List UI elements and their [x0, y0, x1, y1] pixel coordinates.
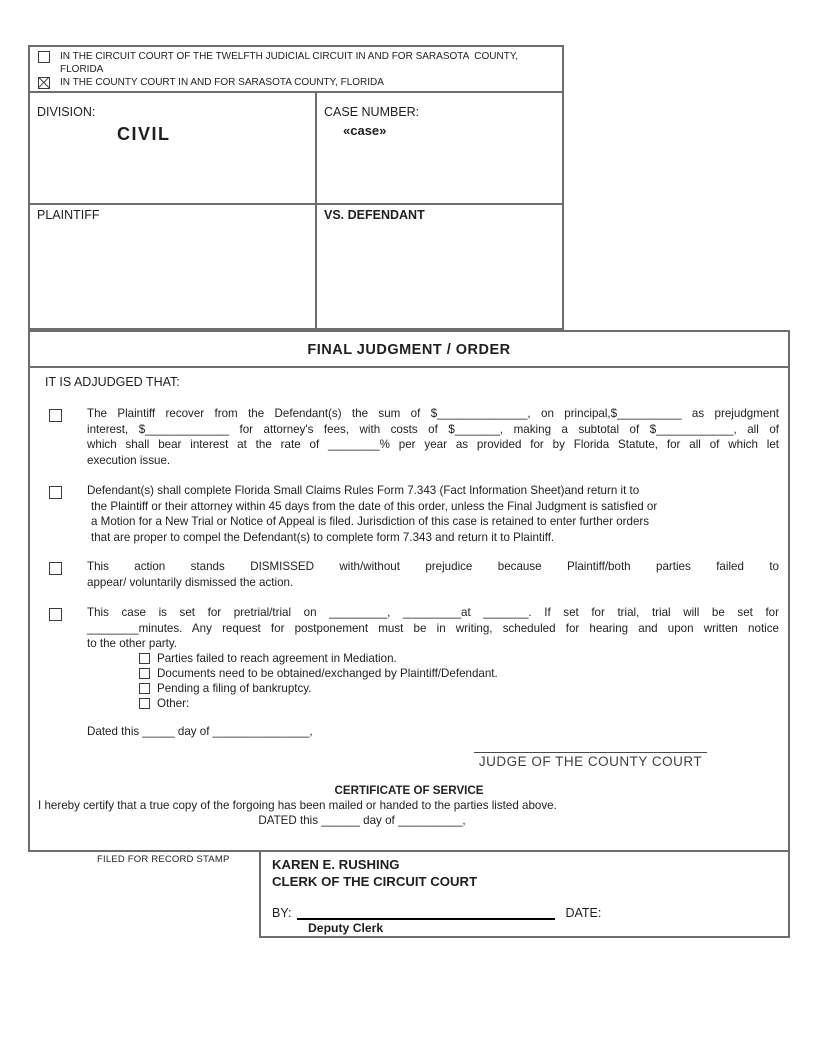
deputy-clerk-label: Deputy Clerk	[308, 921, 384, 935]
body-bottom-border	[28, 850, 261, 852]
defendant-label: VS. DEFENDANT	[324, 208, 425, 222]
recovery-line-4: execution issue.	[87, 453, 171, 467]
reason-bankruptcy	[139, 681, 498, 696]
judgment-body-box	[28, 368, 790, 852]
fact-sheet-line-4: that are proper to compel the Defendant(s) to complete form 7.343 and return it to Plaintiff.	[91, 530, 555, 544]
date-label: DATE:	[565, 906, 602, 920]
by-label: BY:	[272, 906, 292, 920]
pretrial-line-3: to the other party.	[87, 637, 178, 650]
fact-sheet-line-1: Defendant(s) shall complete Florida Small Claims Rules Form 7.343 (Fact Information Sheet)and return it to	[87, 484, 640, 497]
recovery-clause-checkbox[interactable]	[49, 409, 62, 422]
case-caption-table	[28, 45, 564, 330]
fact-sheet-line-3: a Motion for a New Trial or Notice of Appeal is filed. Jurisdiction of this case is retained to enter further orders	[91, 515, 650, 528]
court-selection-box	[28, 45, 564, 93]
certificate-title: CERTIFICATE OF SERVICE	[334, 784, 484, 797]
pretrial-line-2: ________minutes. Any request for postponement must be in writing, scheduled for hearing and upon written notice	[87, 621, 779, 635]
deputy-clerk-signature-line	[297, 905, 555, 920]
reason-documents-label: Documents need to be obtained/exchanged by Plaintiff/Defendant.	[157, 667, 498, 680]
county-court-label: IN THE COUNTY COURT IN AND FOR SARASOTA COUNTY, FLORIDA	[60, 77, 384, 88]
certificate-dated-line: DATED this ______ day of __________,	[258, 814, 466, 827]
reason-mediation	[139, 651, 498, 666]
filed-for-record-stamp-label: FILED FOR RECORD STAMP	[97, 854, 230, 865]
parties-row	[28, 205, 564, 330]
division-cell	[30, 93, 317, 203]
reason-documents	[139, 666, 498, 681]
division-label: DIVISION:	[37, 105, 96, 119]
reason-mediation-checkbox[interactable]	[139, 653, 150, 664]
reason-bankruptcy-label: Pending a filing of bankruptcy.	[157, 682, 312, 695]
dismissed-clause-text	[87, 559, 779, 590]
clerk-box	[259, 850, 790, 938]
reason-other-label: Other:	[157, 697, 190, 710]
recovery-line-2: interest, $_____________ for attorney's fees, with costs of $_______, making a subtotal of $____________, all of	[87, 422, 779, 436]
recovery-clause-text	[87, 406, 779, 468]
circuit-court-label-line2: FLORIDA	[60, 64, 104, 75]
case-number-cell	[317, 93, 562, 203]
certificate-body: I hereby certify that a true copy of the forgoing has been mailed or handed to the parties listed above.	[38, 799, 557, 812]
plaintiff-label: PLAINTIFF	[37, 208, 100, 222]
clerk-title: CLERK OF THE CIRCUIT COURT	[272, 874, 478, 889]
adjudged-heading: IT IS ADJUDGED THAT:	[45, 375, 180, 389]
fact-sheet-line-2: the Plaintiff or their attorney within 45 days from the date of this order, unless the Final Judgment is satisfied or	[91, 499, 658, 513]
dismissed-clause-checkbox[interactable]	[49, 562, 62, 575]
reason-documents-checkbox[interactable]	[139, 668, 150, 679]
fact-sheet-clause-checkbox[interactable]	[49, 486, 62, 499]
division-value: CIVIL	[117, 124, 171, 144]
case-number-value: «case»	[343, 123, 387, 138]
recovery-line-1: The Plaintiff recover from the Defendant(s) the sum of $______________, on principal,$__________ as prejudgment	[87, 407, 779, 420]
division-case-row	[28, 93, 564, 205]
form-title: FINAL JUDGMENT / ORDER	[28, 330, 790, 368]
dated-line: Dated this _____ day of _______________,	[87, 725, 313, 738]
dismissed-line-1: This action stands DISMISSED with/without prejudice because Plaintiff/both parties failed to	[87, 560, 779, 573]
clerk-by-row	[272, 905, 788, 920]
county-court-checkbox[interactable]	[38, 77, 50, 89]
pretrial-clause-checkbox[interactable]	[49, 608, 62, 621]
fact-sheet-clause-text	[87, 483, 779, 545]
reason-other	[139, 696, 498, 711]
judge-signature-label: JUDGE OF THE COUNTY COURT	[478, 754, 703, 769]
judge-signature-block	[474, 752, 707, 769]
circuit-court-option	[30, 50, 562, 63]
clerk-name: KAREN E. RUSHING	[272, 857, 400, 872]
recovery-line-3: which shall bear interest at the rate of ________% per year as provided for by Florida Statute, for all of which let	[87, 438, 779, 451]
reason-other-checkbox[interactable]	[139, 698, 150, 709]
dismissed-line-2: appear/ voluntarily dismissed the action.	[87, 575, 294, 589]
judge-signature-line	[474, 752, 707, 753]
defendant-cell	[317, 205, 562, 328]
case-number-label: CASE NUMBER:	[324, 105, 420, 119]
pretrial-line-1: This case is set for pretrial/trial on _________, _________at _______. If set for trial, trial will be set for	[87, 606, 779, 619]
pretrial-reasons	[139, 651, 498, 711]
county-court-option	[30, 76, 562, 89]
circuit-court-label: IN THE CIRCUIT COURT OF THE TWELFTH JUDICIAL CIRCUIT IN AND FOR SARASOTA COUNTY,	[60, 51, 519, 62]
circuit-court-checkbox[interactable]	[38, 51, 50, 63]
reason-mediation-label: Parties failed to reach agreement in Mediation.	[157, 652, 397, 665]
pretrial-clause-text	[87, 605, 779, 652]
plaintiff-cell	[30, 205, 317, 328]
reason-bankruptcy-checkbox[interactable]	[139, 683, 150, 694]
